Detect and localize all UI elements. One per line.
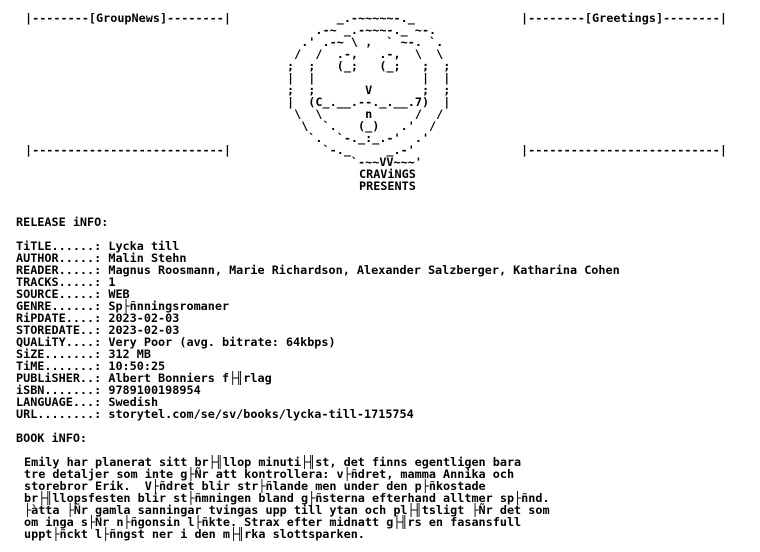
group-credit (359, 168, 416, 192)
ascii-art-logo: _.-~~~~~-._ .-~ _.-~~~-._ ~-. .' .-~ \ , ` ~-. `. / / .-, .-, \ \ ; ; (_; (_; ; ; | | | | ; ; V ; ; | (C_.__.--._.__.7) | \ \ n / / \ `. (_) .' / `. `-._:_.-' .' `-._ _.-' `-~~VV~~~' (287, 11, 451, 169)
info-key: URL........: (16, 407, 109, 421)
info-key: RiPDATE....: (16, 311, 109, 325)
info-key: TiME.......: (16, 359, 109, 373)
greetings-rule: |---------------------------| (521, 143, 727, 157)
info-key: AUTHOR.....: (16, 251, 109, 265)
info-value: 1 (108, 275, 116, 289)
info-value: Very Poor (avg. bitrate: 64kbps) (108, 335, 336, 349)
info-key: SOURCE.....: (16, 287, 109, 301)
info-key: READER.....: (16, 263, 109, 277)
info-value: 2023-02-03 (108, 323, 180, 337)
info-value: WEB (108, 287, 130, 301)
info-key: LANGUAGE...: (16, 395, 109, 409)
info-value: storytel.com/se/sv/books/lycka-till-1715754 (108, 407, 414, 421)
presents-label: PRESENTS (359, 179, 416, 193)
info-value: Malin Stehn (108, 251, 187, 265)
info-key: TiTLE......: (16, 239, 109, 253)
info-value: 9789100198954 (108, 383, 201, 397)
info-value: 2023-02-03 (108, 311, 180, 325)
info-key: GENRE......: (16, 299, 109, 313)
book-info-heading: BOOK iNFO: (16, 431, 88, 445)
info-value: Swedish (108, 395, 159, 409)
info-value: Sp├ñnningsromaner (108, 299, 230, 313)
info-value: Lycka till (108, 239, 180, 253)
info-value: Albert Bonniers f├╢rlag (108, 371, 272, 385)
book-description: Emily har planerat sitt br├╢llop minuti├╢st, det finns egentligen bara tre detaljer som inte g├Ñr att kontrollera: v├ñdret, mamma Annika och storebror Erik. V├ñdret blir str├ñlande men under den p├ñkostade br├╢llopsfesten blir st├ñmningen bland g├ñsterna efterhand alltmer sp├ñnd. ├àtta ├Ñr gamla sanningar tvingas upp till ytan och pl├╢tsligt ├Ñr det som om inga s├Ñr n├ñgonsin l├ñkte. Strax efter midnatt g├╢rs en fasansfull uppt├ñckt l├ñngst ner i den m├╢rka slottsparken. (24, 455, 550, 541)
greetings-banner: |--------[Greetings]--------| (521, 11, 727, 25)
groupnews-rule: |---------------------------| (25, 143, 231, 157)
info-key: QUALiTY....: (16, 335, 109, 349)
release-info-list (16, 240, 620, 420)
info-value: 312 MB (108, 347, 151, 361)
info-row-url (16, 408, 620, 420)
info-value: Magnus Roosmann, Marie Richardson, Alexander Salzberger, Katharina Cohen (108, 263, 620, 277)
release-info-heading: RELEASE iNFO: (16, 215, 109, 229)
info-key: PUBLiSHER..: (16, 371, 109, 385)
group-name: CRAViNGS (359, 167, 416, 181)
info-key: iSBN.......: (16, 383, 109, 397)
info-value: 10:50:25 (108, 359, 166, 373)
info-key: TRACKS.....: (16, 275, 109, 289)
groupnews-banner: |--------[GroupNews]--------| (25, 11, 231, 25)
info-key: STOREDATE..: (16, 323, 109, 337)
info-key: SiZE.......: (16, 347, 109, 361)
